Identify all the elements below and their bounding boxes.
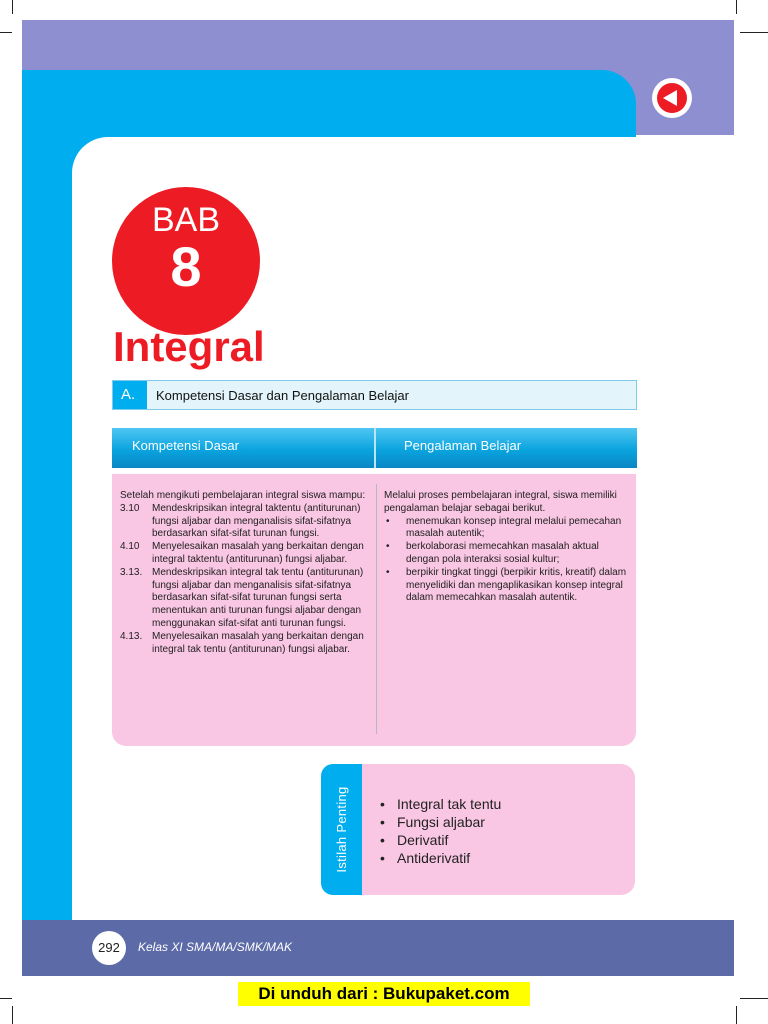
- item-number: 4.10: [120, 541, 140, 553]
- list-item: [378, 849, 501, 867]
- item-text: Mendeskripsikan integral tak tentu (antiturunan) fungsi aljabar dan menganalisis sifat-sifatnya berdasarkan sifat-sifat turunan fungsi serta menentukan anti turunan fungsi aljabar dengan menggunakan sifat-sifat anti turunan fungsi.: [152, 566, 364, 629]
- crop-mark: [12, 1006, 13, 1024]
- bullet-icon: •: [386, 541, 390, 553]
- item-text: Mendeskripsikan integral taktentu (antiturunan) fungsi aljabar dan menganalisis sifat-sifatnya berdasarkan sifat-sifat turunan fungsi.: [152, 502, 361, 540]
- list-item: [378, 831, 501, 849]
- header-kompetensi: Kompetensi Dasar: [132, 438, 239, 453]
- list-item: [378, 813, 501, 831]
- back-button[interactable]: [652, 78, 692, 118]
- list-item: [120, 503, 370, 541]
- header-divider: [374, 428, 376, 468]
- crop-mark: [736, 1006, 737, 1024]
- item-text: Menyelesaikan masalah yang berkaitan dengan integral tak tentu (antiturunan) fungsi aljabar.: [152, 630, 364, 655]
- item-text: Fungsi aljabar: [397, 814, 485, 830]
- list-item: [120, 631, 370, 657]
- page-title: Integral: [113, 323, 265, 370]
- item-text: Menyelesaikan masalah yang berkaitan dengan integral taktentu (antiturunan) fungsi aljabar.: [152, 541, 364, 565]
- kompetensi-column: [120, 490, 370, 656]
- chapter-number: 8: [170, 235, 202, 298]
- crop-mark: [12, 0, 13, 14]
- bullet-icon: •: [380, 796, 385, 812]
- item-text: Integral tak tentu: [397, 796, 502, 812]
- chapter-badge: [112, 187, 260, 335]
- list-item: [120, 567, 370, 631]
- list-item: [384, 516, 634, 542]
- kompetensi-intro: Setelah mengikuti pembelajaran integral siswa mampu:: [120, 490, 366, 501]
- pengalaman-intro: Melalui proses pembelajaran integral, siswa memiliki pengalaman belajar sebagai berikut.: [384, 490, 617, 514]
- bullet-icon: •: [386, 566, 390, 578]
- column-divider: [376, 484, 377, 734]
- top-band-overlay: [22, 20, 636, 70]
- section-heading: [112, 380, 637, 410]
- section-label: Kompetensi Dasar dan Pengalaman Belajar: [156, 388, 409, 403]
- bullet-icon: •: [380, 814, 385, 830]
- crop-mark: [736, 0, 737, 14]
- crop-mark: [740, 998, 768, 999]
- item-text: berpikir tingkat tinggi (berpikir kritis, kreatif) dalam menyelidiki dan mengaplikasikan konsep integral dalam memecahkan masalah autentik.: [406, 566, 627, 604]
- crop-mark: [0, 32, 12, 33]
- back-arrow-icon: [657, 83, 687, 113]
- list-item: [384, 567, 634, 605]
- item-text: berkolaborasi memecahkan masalah aktual dengan pola interaksi sosial kultur;: [406, 541, 599, 565]
- istilah-label: Istilah Penting: [334, 786, 349, 873]
- pengalaman-column: [384, 490, 634, 605]
- crop-mark: [740, 32, 768, 33]
- footer-bar: [22, 920, 734, 976]
- table-header: [112, 428, 637, 468]
- header-pengalaman: Pengalaman Belajar: [404, 438, 522, 453]
- chapter-label: BAB: [151, 201, 221, 239]
- footer-text: Kelas XI SMA/MA/SMK/MAK: [138, 940, 293, 954]
- istilah-tab: [321, 764, 362, 895]
- item-number: 3.10: [120, 502, 140, 514]
- list-item: [120, 541, 370, 567]
- bullet-icon: •: [380, 850, 385, 866]
- page-number: 292: [92, 931, 126, 965]
- section-letter: A.: [113, 381, 147, 409]
- item-text: Derivatif: [397, 832, 449, 848]
- item-text: menemukan konsep integral melalui pemecahan masalah autentik;: [406, 515, 622, 540]
- crop-mark: [0, 998, 12, 999]
- item-number: 4.13.: [120, 630, 143, 642]
- item-text: Antiderivatif: [397, 850, 471, 866]
- bullet-icon: •: [386, 515, 390, 527]
- item-number: 3.13.: [120, 566, 143, 578]
- list-item: [384, 541, 634, 567]
- download-banner[interactable]: Di unduh dari : Bukupaket.com: [238, 982, 530, 1006]
- bullet-icon: •: [380, 832, 385, 848]
- istilah-list: [378, 795, 501, 867]
- list-item: [378, 795, 501, 813]
